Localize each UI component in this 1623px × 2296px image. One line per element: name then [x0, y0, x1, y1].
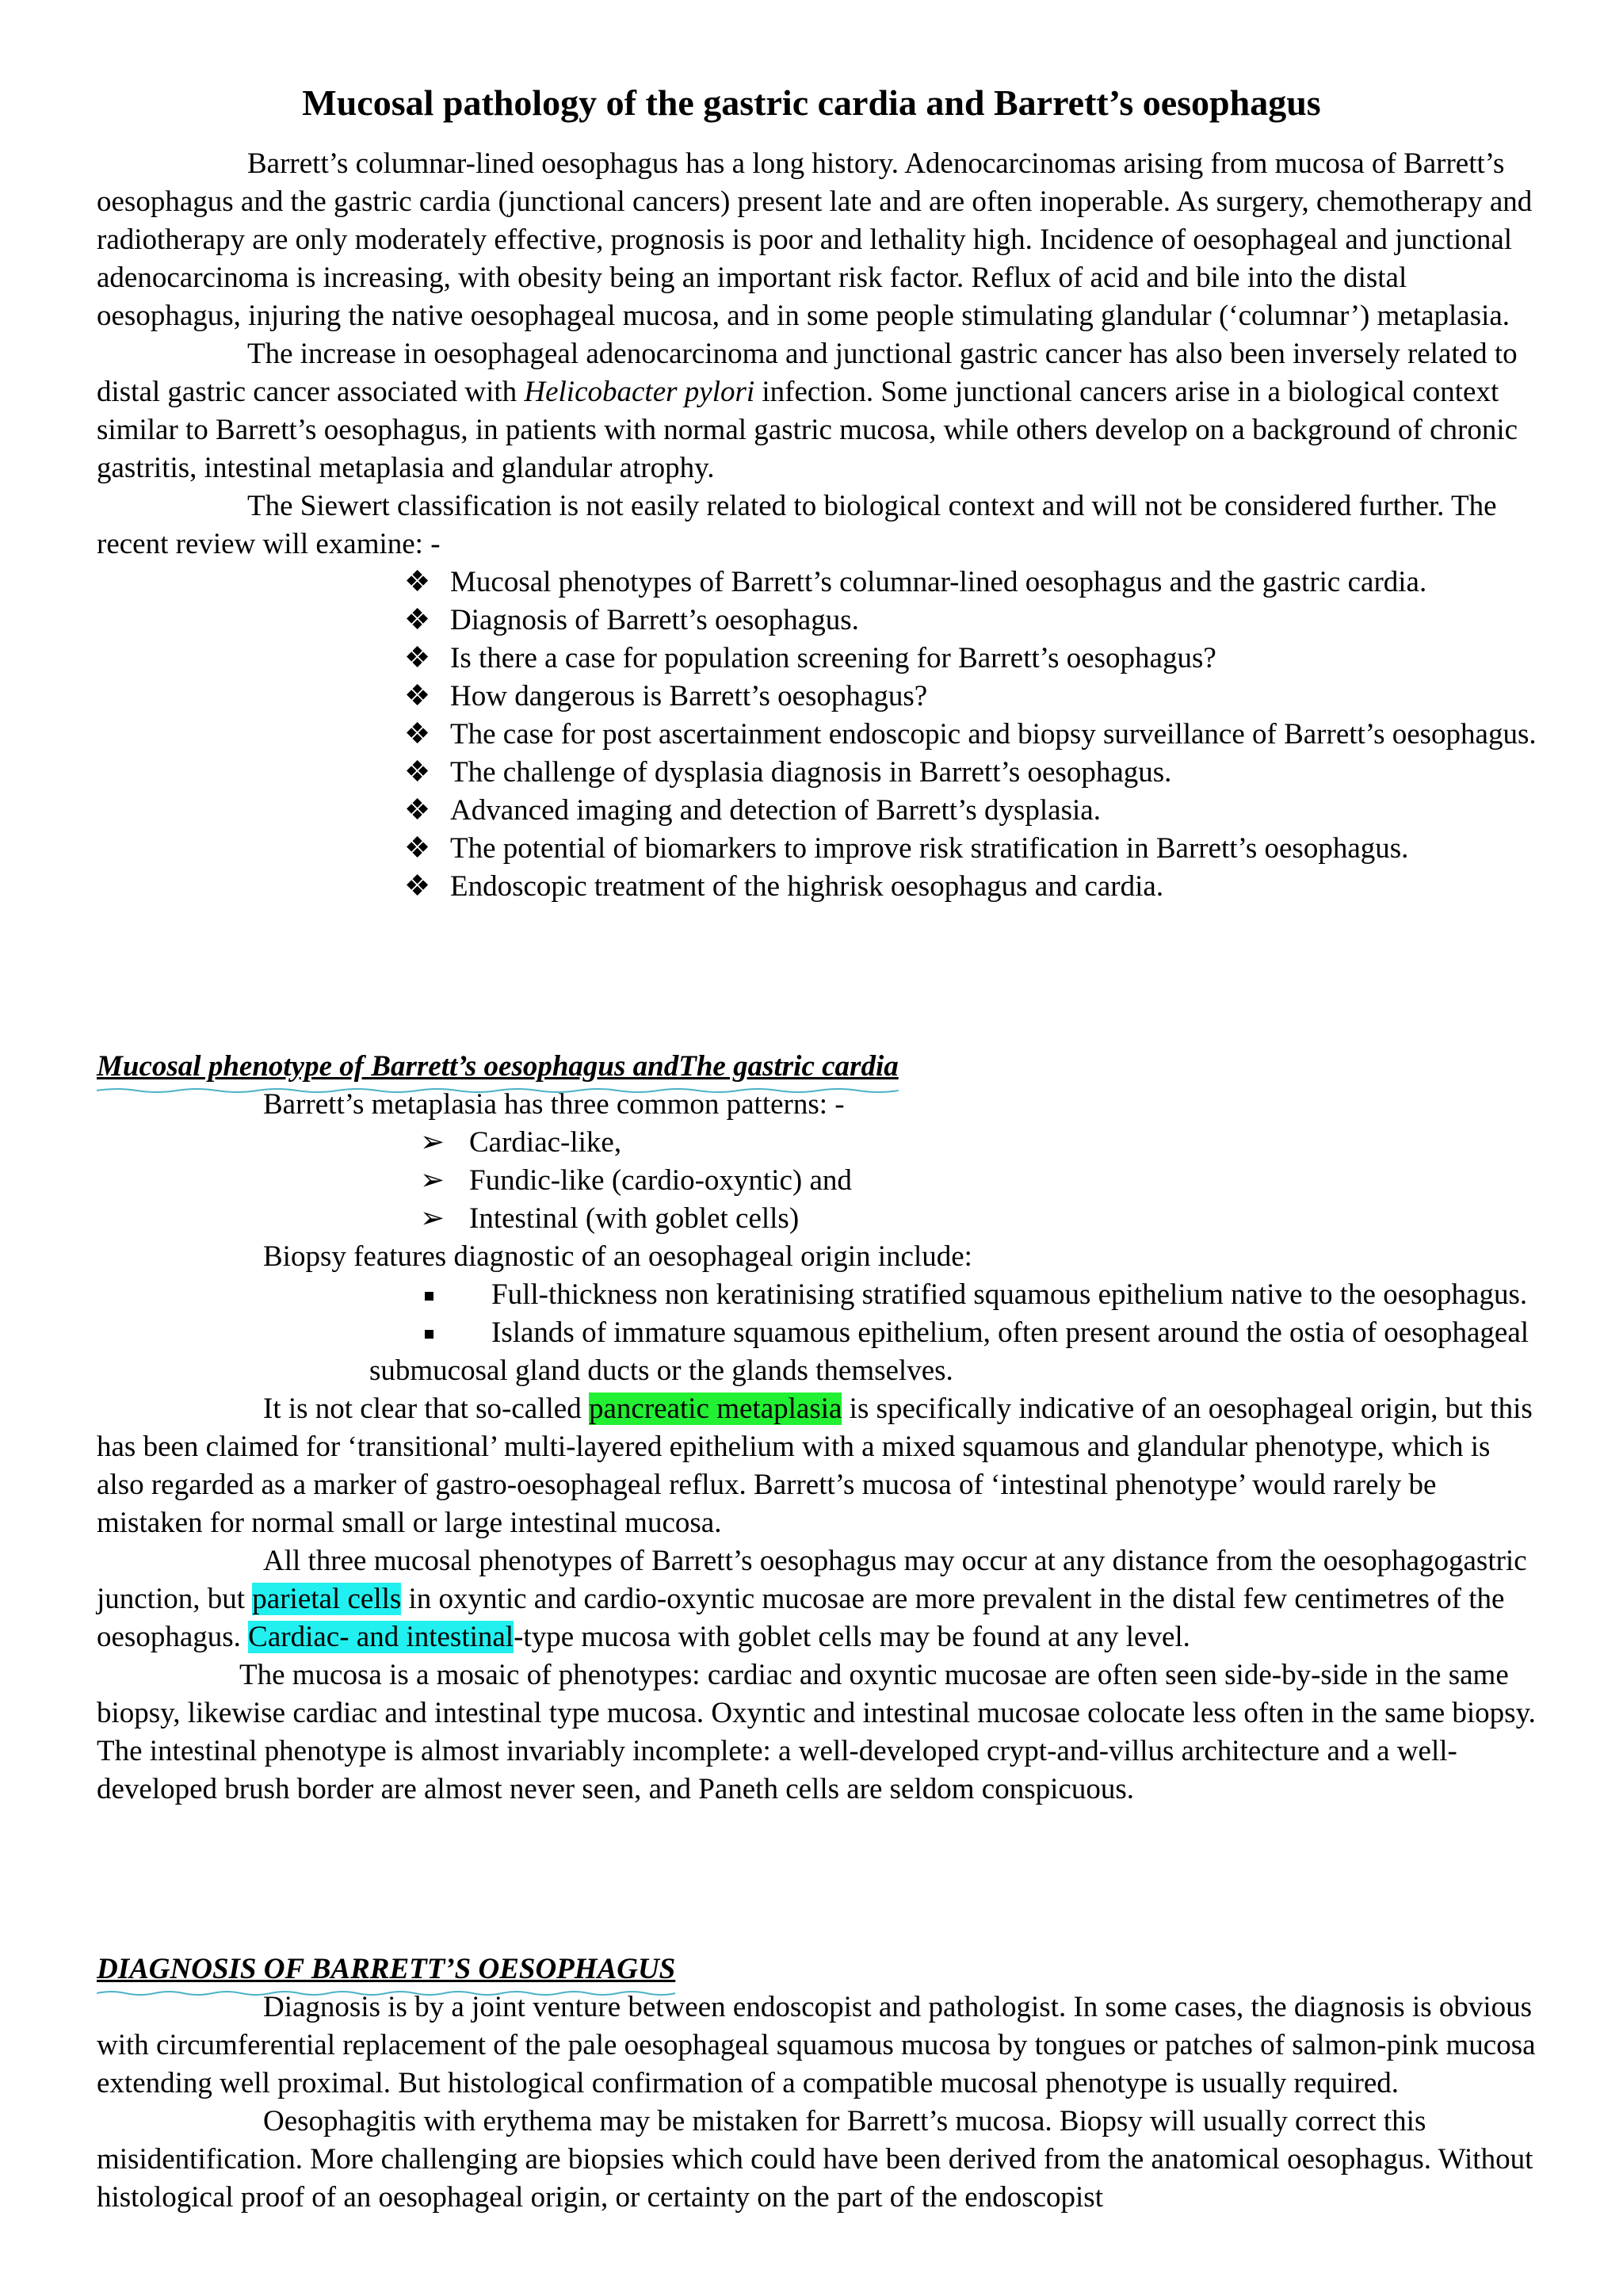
review-list-item [97, 792, 1544, 830]
intro-p2-text-a: The increase in oesophageal adenocarcinoma and junctional gastric cancer has also been inversely related to distal gastric cancer associated with [97, 338, 1518, 408]
intro-section [97, 145, 1544, 906]
section-diagnosis [97, 1950, 1544, 2217]
list-item-text: Advanced imaging and detection of Barrett’s dysplasia. [450, 794, 1101, 827]
pattern-list-item [97, 1124, 1544, 1162]
species-name: Helicobacter pylori [524, 376, 755, 408]
squiggle-underline-icon [97, 1990, 675, 1996]
diamond-cluster-icon: ❖ [404, 870, 431, 903]
list-item-text: The case for post ascertainment endoscopic and biopsy surveillance of Barrett’s oesophagus. [450, 718, 1537, 751]
list-item-text: The challenge of dysplasia diagnosis in Barrett’s oesophagus. [450, 756, 1172, 789]
s1p1-text-a: It is not clear that so-called [263, 1392, 589, 1425]
arrowhead-icon: ➢ [420, 1126, 445, 1159]
review-list-item [97, 830, 1544, 868]
pattern-list-item [97, 1162, 1544, 1200]
intro-p2-text-b: infection. Some junctional cancers arise in a biological context similar to Barrett’s oesophagus, in patients with normal gastric mucosa, while others develop on a background of chronic gastritis, intestinal metaplasia and glandular atrophy. [97, 376, 1518, 484]
s1p2-text-b: in oxyntic and cardio-oxyntic mucosae are more prevalent in the distal few centimetres of the oesophagus. [97, 1583, 1505, 1653]
feature-list-item [97, 1314, 1544, 1390]
diamond-cluster-icon: ❖ [404, 604, 431, 636]
intro-paragraph-1: Barrett’s columnar-lined oesophagus has a long history. Adenocarcinomas arising from mucosa of Barrett’s oesophagus and the gastric cardia (junctional cancers) present late and are often inoperable. As surgery, chemotherapy and radiotherapy are only moderately effective, prognosis is poor and lethality high. Incidence of oesophageal and junctional adenocarcinoma is increasing, with obesity being an important risk factor. Reflux of acid and bile into the distal oesophagus, injuring the native oesophageal mucosa, and in some people stimulating glandular (‘columnar’) metaplasia. [97, 147, 1533, 332]
list-item-text: Diagnosis of Barrett’s oesophagus. [450, 604, 859, 636]
section-heading-mucosal-phenotype [97, 1048, 899, 1086]
section-heading-diagnosis [97, 1950, 675, 1988]
diamond-cluster-icon: ❖ [404, 756, 431, 789]
section1-paragraph-1 [97, 1390, 1544, 1542]
s1p2-text-c: -type mucosa with goblet cells may be found at any level. [514, 1621, 1190, 1653]
section-heading-text: DIAGNOSIS OF BARRETT’S OESOPHAGUS [97, 1953, 676, 1985]
review-list-item [97, 602, 1544, 640]
feature-list-item [97, 1276, 1544, 1314]
review-list-item [97, 716, 1544, 754]
list-item-text: Islands of immature squamous epithelium, often present around the ostia of oesophageal submucosal gland ducts or the glands themselves. [369, 1316, 1529, 1387]
list-item-text: Mucosal phenotypes of Barrett’s columnar-lined oesophagus and the gastric cardia. [450, 566, 1427, 598]
review-topics-list [97, 563, 1544, 906]
diamond-cluster-icon: ❖ [404, 794, 431, 827]
patterns-intro: Barrett’s metaplasia has three common patterns: - [263, 1088, 845, 1121]
list-item-text: Is there a case for population screening for Barrett’s oesophagus? [450, 642, 1216, 674]
diamond-cluster-icon: ❖ [404, 832, 431, 865]
diamond-cluster-icon: ❖ [404, 642, 431, 674]
list-item-text: The potential of biomarkers to improve risk stratification in Barrett’s oesophagus. [450, 832, 1409, 865]
review-list-item [97, 678, 1544, 716]
highlight-cardiac-intestinal: Cardiac- and intestinal [248, 1621, 514, 1653]
s1p1-text-b: is specifically indicative of an oesophageal origin, but this has been claimed for ‘transitional’ multi-layered epithelium with a mixed squamous and glandular phenotype, which is also regarded as a marker of gastro-oesophageal reflux. Barrett’s mucosa of ‘intestinal phenotype’ would rarely be mistaken for normal small or large intestinal mucosa. [97, 1392, 1533, 1539]
list-item-text: Cardiac-like, [469, 1126, 622, 1159]
arrowhead-icon: ➢ [420, 1164, 445, 1197]
review-list-item [97, 563, 1544, 602]
intro-paragraph-3: The Siewert classification is not easily related to biological context and will not be considered further. The recent review will examine: - [97, 490, 1497, 560]
review-list-item [97, 754, 1544, 792]
diamond-cluster-icon: ❖ [404, 680, 431, 712]
intro-paragraph-2 [97, 335, 1544, 487]
list-item-text: Intestinal (with goblet cells) [469, 1202, 800, 1235]
biopsy-intro: Biopsy features diagnostic of an oesophageal origin include: [263, 1240, 972, 1273]
s1p2-text-a: All three mucosal phenotypes of Barrett’s oesophagus may occur at any distance from the oesophagogastric junction, but [97, 1545, 1527, 1615]
review-list-item [97, 640, 1544, 678]
highlight-parietal-cells: parietal cells [252, 1583, 402, 1615]
squiggle-underline-icon [97, 1087, 899, 1094]
list-item-text: How dangerous is Barrett’s oesophagus? [450, 680, 928, 712]
section-heading-text: Mucosal phenotype of Barrett’s oesophagus andThe gastric cardia [97, 1050, 899, 1083]
diamond-cluster-icon: ❖ [404, 566, 431, 598]
highlight-pancreatic-metaplasia: pancreatic metaplasia [588, 1392, 842, 1425]
section2-paragraph-2: Oesophagitis with erythema may be mistaken for Barrett’s mucosa. Biopsy will usually correct this misidentification. More challenging are biopsies which could have been derived from the anatomical oesophagus. Without histological proof of an oesophageal origin, or certainty on the part of the endoscopist [97, 2105, 1533, 2214]
document-title: Mucosal pathology of the gastric cardia and Barrett’s oesophagus [302, 82, 1321, 123]
square-icon [425, 1314, 433, 1352]
arrowhead-icon: ➢ [420, 1202, 445, 1235]
pattern-list-item [97, 1200, 1544, 1238]
section1-paragraph-3: The mucosa is a mosaic of phenotypes: cardiac and oxyntic mucosae are often seen side-by-side in the same biopsy, likewise cardiac and intestinal type mucosa. Oxyntic and intestinal mucosae colocate less often in the same biopsy. The intestinal phenotype is almost invariably incomplete: a well-developed crypt-and-villus architecture and a well-developed brush border are almost never seen, and Paneth cells are seldom conspicuous. [97, 1659, 1536, 1805]
section1-paragraph-2 [97, 1542, 1544, 1656]
list-item-text: Full-thickness non keratinising stratified squamous epithelium native to the oesophagus. [491, 1278, 1528, 1311]
section-mucosal-phenotype [97, 1048, 1544, 1809]
review-list-item [97, 868, 1544, 906]
list-item-text: Fundic-like (cardio-oxyntic) and [469, 1164, 852, 1197]
list-item-text: Endoscopic treatment of the highrisk oesophagus and cardia. [450, 870, 1164, 903]
biopsy-features-list [97, 1276, 1544, 1390]
section2-paragraph-1: Diagnosis is by a joint venture between endoscopist and pathologist. In some cases, the diagnosis is obvious with circumferential replacement of the pale oesophageal squamous mucosa by tongues or patches of salmon-pink mucosa extending well proximal. But histological confirmation of a compatible mucosal phenotype is usually required. [97, 1991, 1536, 2099]
patterns-list [97, 1124, 1544, 1238]
diamond-cluster-icon: ❖ [404, 718, 431, 751]
square-icon [425, 1276, 433, 1314]
